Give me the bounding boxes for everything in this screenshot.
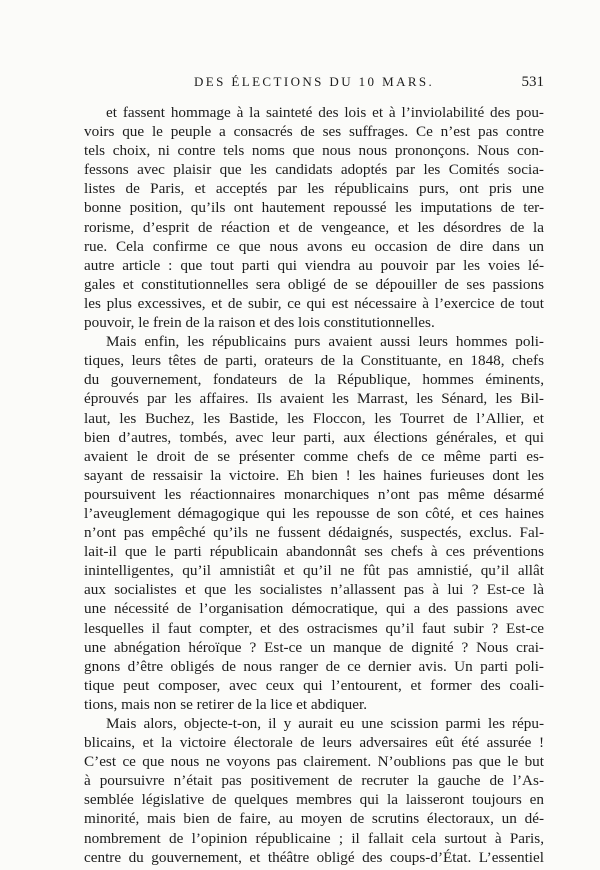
text-line: Mais alors, objecte-t-on, il y aurait eu une scission parmi les répu- (106, 715, 544, 732)
text-line: aux socialistes et que les socialistes n’allassent pas à lui ? Est-ce là (84, 581, 544, 599)
text-line: et fassent hommage à la sainteté des lois et à l’inviolabilité des pou- (106, 104, 544, 121)
text-line: listes de Paris, et acceptés par les républicains purs, ont pris une (84, 180, 544, 198)
text-line: tions, mais non se retirer de la lice et abdiquer. (84, 695, 367, 713)
text-line: voirs que le peuple a consacrés de ses suffrages. Ce n’est pas contre (84, 123, 544, 141)
text-line: pouvoir, le frein de la raison et des lois constitutionnelles. (84, 314, 435, 332)
running-title: DES ÉLECTIONS DU 10 MARS. (194, 74, 435, 89)
text-line: semblée législative de quelques membres qui la laisseront toujours en (84, 791, 544, 809)
page-number: 531 (521, 74, 544, 90)
text-line: une nécessité de l’organisation démocratique, qui a des passions avec (84, 600, 544, 618)
text-line: nombrement de l’opinion républicaine ; il fallait cela surtout à Paris, (84, 829, 544, 847)
text-line: C’est ce que nous ne voyons pas clairement. N’oublions pas que le but (84, 753, 544, 771)
text-line: gnons d’être obligés de nous ranger de ce dernier avis. Un parti poli- (84, 657, 544, 675)
paragraph (84, 714, 544, 867)
text-line: avaient le droit de se présenter comme chefs de ce même parti es- (84, 447, 544, 465)
text-line: les plus excessives, et de subir, ce qui est nécessaire à l’exercice de tout (84, 294, 544, 312)
text-line: centre du gouvernement, et théâtre obligé des coups-d’État. L’essentiel (84, 848, 544, 866)
text-line: gales et constitutionnelles sera obligé de se dépouiller de ses passions (84, 275, 544, 293)
text-line: laut, les Buchez, les Bastide, les Floccon, les Tourret de l’Allier, et (84, 409, 544, 427)
running-head (84, 74, 544, 94)
text-line: lesquelles il faut compter, et des ostracismes qu’il faut subir ? Est-ce (84, 619, 544, 637)
text-line: éprouvés par les affaires. Ils avaient les Marrast, les Sénard, les Bil- (84, 390, 544, 408)
text-line: n’ont pas empêché qu’ils ne fussent dédaignés, suspectés, exclus. Fal- (84, 524, 544, 542)
page-body (84, 103, 544, 867)
text-line: tiques, leurs têtes de parti, orateurs de la Constituante, en 1848, chefs (84, 352, 544, 370)
text-line: rue. Cela confirme ce que nous avons eu occasion de dire dans un (84, 237, 544, 255)
text-line: tique peut composer, avec ceux qui l’entourent, et former des coali- (84, 676, 544, 694)
text-line: lait-il que le parti républicain abandonnât ses chefs à ces préventions (84, 543, 544, 561)
text-line: rorisme, d’esprit de réaction et de vengeance, et les désordres de la (84, 218, 544, 236)
text-line: inintelligentes, qu’il amnistiât et qu’il ne fût pas amnistié, qu’il allât (84, 562, 544, 580)
text-line: bonne position, qu’ils ont hautement repoussé les imputations de ter- (84, 199, 544, 217)
text-line: sayant de ressaisir la victoire. Eh bien ! les haines furieuses dont les (84, 466, 544, 484)
paragraph (84, 332, 544, 714)
text-line: minorité, mais bien de faire, au moyen de scrutins électoraux, un dé- (84, 810, 544, 828)
text-line: blicains, et la victoire électorale de leurs adversaires eût été assurée ! (84, 734, 544, 752)
text-line: Mais enfin, les républicains purs avaient aussi leurs hommes poli- (106, 333, 544, 351)
paragraph (84, 103, 544, 332)
text-line: tels choix, ni contre tels noms que nous nous prononçons. Nous con- (84, 142, 544, 160)
text-line: une abnégation héroïque ? Est-ce un manque de dignité ? Nous crai- (84, 638, 544, 656)
text-line: fessons avec plaisir que les candidats adoptés par les Comités socia- (84, 161, 544, 179)
text-line: à poursuivre n’était pas positivement de recruter la gauche de l’As- (84, 772, 544, 790)
text-line: autre article : que tout parti qui viendra au pouvoir par les voies lé- (84, 256, 544, 274)
text-line: poursuivent les réactionnaires monarchiques n’ont pas même désarmé (84, 485, 544, 503)
text-line: bien d’autres, tombés, avec leur parti, aux élections générales, et qui (84, 428, 544, 446)
text-line: du gouvernement, fondateurs de la République, hommes éminents, (84, 371, 544, 389)
text-line: l’aveuglement démagogique qui les repousse de son côté, et ces haines (84, 504, 544, 522)
